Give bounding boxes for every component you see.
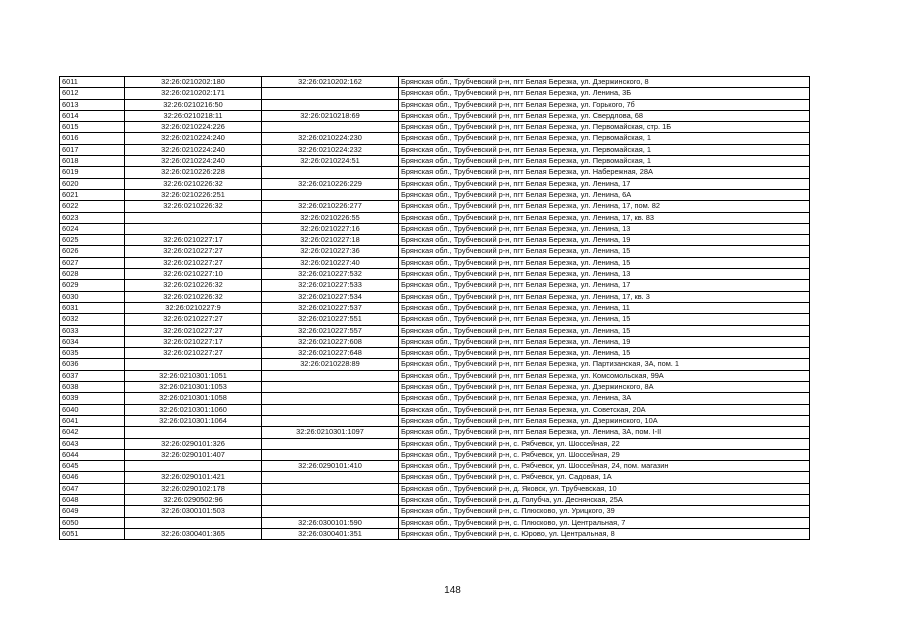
cadastral-number-cell: 32:26:0210224:240 bbox=[125, 156, 262, 167]
address-cell: Брянская обл., Трубчевский р-н, пгт Белая Березка, ул. Ленина, 3Б bbox=[399, 88, 810, 99]
row-number-cell: 6042 bbox=[60, 427, 125, 438]
table-row bbox=[60, 336, 810, 347]
address-cell: Брянская обл., Трубчевский р-н, с. Рябчевск, ул. Шоссейная, 22 bbox=[399, 438, 810, 449]
table-row bbox=[60, 77, 810, 88]
cadastral-number-cell: 32:26:0210226:32 bbox=[125, 280, 262, 291]
address-cell: Брянская обл., Трубчевский р-н, пгт Белая Березка, ул. Ленина, 19 bbox=[399, 336, 810, 347]
address-cell: Брянская обл., Трубчевский р-н, д. Голубча, ул. Деснянская, 25А bbox=[399, 494, 810, 505]
related-cadastral-number-cell: 32:26:0300401:351 bbox=[262, 528, 399, 539]
row-number-cell: 6017 bbox=[60, 144, 125, 155]
table-row bbox=[60, 472, 810, 483]
related-cadastral-number-cell: 32:26:0210228:89 bbox=[262, 359, 399, 370]
address-cell: Брянская обл., Трубчевский р-н, пгт Белая Березка, ул. Первомайская, 1 bbox=[399, 156, 810, 167]
related-cadastral-number-cell: 32:26:0300101:590 bbox=[262, 517, 399, 528]
cadastral-number-cell: 32:26:0290101:407 bbox=[125, 449, 262, 460]
table-row bbox=[60, 483, 810, 494]
related-cadastral-number-cell bbox=[262, 382, 399, 393]
cadastral-number-cell: 32:26:0290101:421 bbox=[125, 472, 262, 483]
cadastral-number-cell: 32:26:0290101:326 bbox=[125, 438, 262, 449]
address-cell: Брянская обл., Трубчевский р-н, пгт Белая Березка, ул. Дзержинского, 10А bbox=[399, 415, 810, 426]
table-row bbox=[60, 280, 810, 291]
address-cell: Брянская обл., Трубчевский р-н, пгт Белая Березка, ул. Ленина, 17, кв. 3 bbox=[399, 291, 810, 302]
related-cadastral-number-cell: 32:26:0210226:229 bbox=[262, 178, 399, 189]
related-cadastral-number-cell bbox=[262, 167, 399, 178]
cadastral-number-cell: 32:26:0210227:27 bbox=[125, 257, 262, 268]
cadastral-number-cell: 32:26:0210301:1058 bbox=[125, 393, 262, 404]
table-row bbox=[60, 201, 810, 212]
row-number-cell: 6037 bbox=[60, 370, 125, 381]
row-number-cell: 6048 bbox=[60, 494, 125, 505]
row-number-cell: 6019 bbox=[60, 167, 125, 178]
cadastral-number-cell: 32:26:0210227:27 bbox=[125, 314, 262, 325]
cadastral-number-cell: 32:26:0210226:32 bbox=[125, 201, 262, 212]
address-cell: Брянская обл., Трубчевский р-н, с. Рябчевск, ул. Садовая, 1А bbox=[399, 472, 810, 483]
cadastral-number-cell bbox=[125, 427, 262, 438]
related-cadastral-number-cell: 32:26:0210227:18 bbox=[262, 235, 399, 246]
address-cell: Брянская обл., Трубчевский р-н, пгт Белая Березка, ул. Свердлова, 68 bbox=[399, 110, 810, 121]
cadastral-number-cell: 32:26:0210226:32 bbox=[125, 178, 262, 189]
cadastral-number-cell: 32:26:0290502:96 bbox=[125, 494, 262, 505]
row-number-cell: 6040 bbox=[60, 404, 125, 415]
cadastral-number-cell: 32:26:0210218:11 bbox=[125, 110, 262, 121]
related-cadastral-number-cell bbox=[262, 449, 399, 460]
address-cell: Брянская обл., Трубчевский р-н, д. Яковск, ул. Трубчевская, 10 bbox=[399, 483, 810, 494]
related-cadastral-number-cell bbox=[262, 483, 399, 494]
related-cadastral-number-cell: 32:26:0210227:532 bbox=[262, 269, 399, 280]
row-number-cell: 6035 bbox=[60, 348, 125, 359]
table-row bbox=[60, 291, 810, 302]
address-cell: Брянская обл., Трубчевский р-н, пгт Белая Березка, ул. Первомайская, 1 bbox=[399, 133, 810, 144]
related-cadastral-number-cell: 32:26:0210224:230 bbox=[262, 133, 399, 144]
cadastral-number-cell: 32:26:0210226:251 bbox=[125, 189, 262, 200]
cadastral-number-cell: 32:26:0290102:178 bbox=[125, 483, 262, 494]
cadastral-number-cell bbox=[125, 223, 262, 234]
row-number-cell: 6024 bbox=[60, 223, 125, 234]
related-cadastral-number-cell bbox=[262, 99, 399, 110]
cadastral-number-cell bbox=[125, 212, 262, 223]
related-cadastral-number-cell: 32:26:0210227:534 bbox=[262, 291, 399, 302]
row-number-cell: 6018 bbox=[60, 156, 125, 167]
row-number-cell: 6023 bbox=[60, 212, 125, 223]
address-cell: Брянская обл., Трубчевский р-н, пгт Белая Березка, ул. Ленина, 3А, пом. I-II bbox=[399, 427, 810, 438]
related-cadastral-number-cell bbox=[262, 472, 399, 483]
row-number-cell: 6026 bbox=[60, 246, 125, 257]
address-cell: Брянская обл., Трубчевский р-н, пгт Белая Березка, ул. Ленина, 15 bbox=[399, 348, 810, 359]
table-row bbox=[60, 528, 810, 539]
cadastral-number-cell: 32:26:0210301:1051 bbox=[125, 370, 262, 381]
cadastral-number-cell: 32:26:0210216:50 bbox=[125, 99, 262, 110]
table-row bbox=[60, 122, 810, 133]
address-cell: Брянская обл., Трубчевский р-н, с. Рябчевск, ул. Шоссейная, 24, пом. магазин bbox=[399, 461, 810, 472]
row-number-cell: 6025 bbox=[60, 235, 125, 246]
address-cell: Брянская обл., Трубчевский р-н, пгт Белая Березка, ул. Ленина, 17 bbox=[399, 280, 810, 291]
cadastral-number-cell: 32:26:0210224:240 bbox=[125, 144, 262, 155]
row-number-cell: 6036 bbox=[60, 359, 125, 370]
address-cell: Брянская обл., Трубчевский р-н, с. Юрово, ул. Центральная, 8 bbox=[399, 528, 810, 539]
cadastral-number-cell: 32:26:0210202:171 bbox=[125, 88, 262, 99]
address-cell: Брянская обл., Трубчевский р-н, пгт Белая Березка, ул. Ленина, 17, пом. 82 bbox=[399, 201, 810, 212]
cadastral-number-cell: 32:26:0210227:27 bbox=[125, 348, 262, 359]
row-number-cell: 6020 bbox=[60, 178, 125, 189]
table-row bbox=[60, 449, 810, 460]
table-row bbox=[60, 494, 810, 505]
table-row bbox=[60, 325, 810, 336]
row-number-cell: 6043 bbox=[60, 438, 125, 449]
cadastral-number-cell: 32:26:0210226:228 bbox=[125, 167, 262, 178]
table-row bbox=[60, 314, 810, 325]
row-number-cell: 6038 bbox=[60, 382, 125, 393]
cadastral-number-cell: 32:26:0210301:1053 bbox=[125, 382, 262, 393]
cadastral-number-cell: 32:26:0210227:17 bbox=[125, 336, 262, 347]
address-cell: Брянская обл., Трубчевский р-н, пгт Белая Березка, ул. Комсомольская, 99А bbox=[399, 370, 810, 381]
related-cadastral-number-cell bbox=[262, 189, 399, 200]
cadastral-number-cell: 32:26:0210226:32 bbox=[125, 291, 262, 302]
row-number-cell: 6051 bbox=[60, 528, 125, 539]
related-cadastral-number-cell: 32:26:0210202:162 bbox=[262, 77, 399, 88]
row-number-cell: 6050 bbox=[60, 517, 125, 528]
row-number-cell: 6049 bbox=[60, 506, 125, 517]
table-row bbox=[60, 415, 810, 426]
row-number-cell: 6028 bbox=[60, 269, 125, 280]
table-row bbox=[60, 370, 810, 381]
address-cell: Брянская обл., Трубчевский р-н, пгт Белая Березка, ул. Ленина, 15 bbox=[399, 246, 810, 257]
table-row bbox=[60, 223, 810, 234]
table-row bbox=[60, 167, 810, 178]
table-row bbox=[60, 133, 810, 144]
table-row bbox=[60, 506, 810, 517]
table-row bbox=[60, 88, 810, 99]
address-cell: Брянская обл., Трубчевский р-н, пгт Белая Березка, ул. Дзержинского, 8А bbox=[399, 382, 810, 393]
address-cell: Брянская обл., Трубчевский р-н, с. Рябчевск, ул. Шоссейная, 29 bbox=[399, 449, 810, 460]
related-cadastral-number-cell bbox=[262, 415, 399, 426]
cadastral-number-cell: 32:26:0300401:365 bbox=[125, 528, 262, 539]
table-row bbox=[60, 257, 810, 268]
cadastral-number-cell: 32:26:0210227:9 bbox=[125, 302, 262, 313]
registry-table bbox=[59, 76, 810, 540]
address-cell: Брянская обл., Трубчевский р-н, пгт Белая Березка, ул. Горького, 7б bbox=[399, 99, 810, 110]
table-row bbox=[60, 348, 810, 359]
related-cadastral-number-cell: 32:26:0210227:551 bbox=[262, 314, 399, 325]
address-cell: Брянская обл., Трубчевский р-н, с. Плюсково, ул. Урицкого, 39 bbox=[399, 506, 810, 517]
related-cadastral-number-cell: 32:26:0210227:533 bbox=[262, 280, 399, 291]
address-cell: Брянская обл., Трубчевский р-н, пгт Белая Березка, ул. Ленина, 3А bbox=[399, 393, 810, 404]
related-cadastral-number-cell: 32:26:0210226:277 bbox=[262, 201, 399, 212]
address-cell: Брянская обл., Трубчевский р-н, пгт Белая Березка, ул. Первомайская, стр. 1Б bbox=[399, 122, 810, 133]
address-cell: Брянская обл., Трубчевский р-н, пгт Белая Березка, ул. Ленина, 15 bbox=[399, 257, 810, 268]
related-cadastral-number-cell bbox=[262, 438, 399, 449]
related-cadastral-number-cell bbox=[262, 404, 399, 415]
related-cadastral-number-cell: 32:26:0210224:232 bbox=[262, 144, 399, 155]
table-row bbox=[60, 393, 810, 404]
table-row bbox=[60, 382, 810, 393]
address-cell: Брянская обл., Трубчевский р-н, пгт Белая Березка, ул. Ленина, 13 bbox=[399, 223, 810, 234]
table-row bbox=[60, 427, 810, 438]
related-cadastral-number-cell: 32:26:0290101:410 bbox=[262, 461, 399, 472]
related-cadastral-number-cell: 32:26:0210227:557 bbox=[262, 325, 399, 336]
address-cell: Брянская обл., Трубчевский р-н, пгт Белая Березка, ул. Дзержинского, 8 bbox=[399, 77, 810, 88]
address-cell: Брянская обл., Трубчевский р-н, пгт Белая Березка, ул. Ленина, 15 bbox=[399, 314, 810, 325]
related-cadastral-number-cell: 32:26:0210227:648 bbox=[262, 348, 399, 359]
table-row bbox=[60, 302, 810, 313]
row-number-cell: 6011 bbox=[60, 77, 125, 88]
row-number-cell: 6044 bbox=[60, 449, 125, 460]
cadastral-number-cell: 32:26:0210224:226 bbox=[125, 122, 262, 133]
registry-table-body bbox=[60, 77, 810, 540]
table-row bbox=[60, 144, 810, 155]
row-number-cell: 6016 bbox=[60, 133, 125, 144]
related-cadastral-number-cell: 32:26:0210227:36 bbox=[262, 246, 399, 257]
address-cell: Брянская обл., Трубчевский р-н, с. Плюсково, ул. Центральная, 7 bbox=[399, 517, 810, 528]
row-number-cell: 6014 bbox=[60, 110, 125, 121]
table-row bbox=[60, 212, 810, 223]
cadastral-number-cell: 32:26:0210227:10 bbox=[125, 269, 262, 280]
address-cell: Брянская обл., Трубчевский р-н, пгт Белая Березка, ул. Советская, 20А bbox=[399, 404, 810, 415]
row-number-cell: 6047 bbox=[60, 483, 125, 494]
related-cadastral-number-cell bbox=[262, 122, 399, 133]
table-row bbox=[60, 235, 810, 246]
cadastral-number-cell bbox=[125, 359, 262, 370]
row-number-cell: 6031 bbox=[60, 302, 125, 313]
address-cell: Брянская обл., Трубчевский р-н, пгт Белая Березка, ул. Ленина, 11 bbox=[399, 302, 810, 313]
related-cadastral-number-cell: 32:26:0210227:40 bbox=[262, 257, 399, 268]
table-row bbox=[60, 517, 810, 528]
related-cadastral-number-cell bbox=[262, 494, 399, 505]
row-number-cell: 6015 bbox=[60, 122, 125, 133]
cadastral-number-cell bbox=[125, 461, 262, 472]
cadastral-number-cell: 32:26:0210301:1060 bbox=[125, 404, 262, 415]
row-number-cell: 6041 bbox=[60, 415, 125, 426]
row-number-cell: 6027 bbox=[60, 257, 125, 268]
related-cadastral-number-cell: 32:26:0210224:51 bbox=[262, 156, 399, 167]
table-row bbox=[60, 189, 810, 200]
cadastral-number-cell: 32:26:0210301:1064 bbox=[125, 415, 262, 426]
table-row bbox=[60, 461, 810, 472]
address-cell: Брянская обл., Трубчевский р-н, пгт Белая Березка, ул. Ленина, 13 bbox=[399, 269, 810, 280]
row-number-cell: 6039 bbox=[60, 393, 125, 404]
related-cadastral-number-cell: 32:26:0210218:69 bbox=[262, 110, 399, 121]
table-row bbox=[60, 178, 810, 189]
table-row bbox=[60, 404, 810, 415]
table-row bbox=[60, 438, 810, 449]
row-number-cell: 6045 bbox=[60, 461, 125, 472]
table-row bbox=[60, 269, 810, 280]
related-cadastral-number-cell bbox=[262, 88, 399, 99]
table-row bbox=[60, 359, 810, 370]
table-row bbox=[60, 156, 810, 167]
table-row bbox=[60, 99, 810, 110]
address-cell: Брянская обл., Трубчевский р-н, пгт Белая Березка, ул. Ленина, 17, кв. 83 bbox=[399, 212, 810, 223]
row-number-cell: 6029 bbox=[60, 280, 125, 291]
related-cadastral-number-cell: 32:26:0210226:55 bbox=[262, 212, 399, 223]
row-number-cell: 6033 bbox=[60, 325, 125, 336]
page-number: 148 bbox=[444, 585, 461, 596]
row-number-cell: 6021 bbox=[60, 189, 125, 200]
table-row bbox=[60, 246, 810, 257]
related-cadastral-number-cell bbox=[262, 393, 399, 404]
cadastral-number-cell: 32:26:0210227:17 bbox=[125, 235, 262, 246]
row-number-cell: 6032 bbox=[60, 314, 125, 325]
address-cell: Брянская обл., Трубчевский р-н, пгт Белая Березка, ул. Ленина, 19 bbox=[399, 235, 810, 246]
row-number-cell: 6046 bbox=[60, 472, 125, 483]
related-cadastral-number-cell bbox=[262, 506, 399, 517]
cadastral-number-cell bbox=[125, 517, 262, 528]
row-number-cell: 6034 bbox=[60, 336, 125, 347]
table-row bbox=[60, 110, 810, 121]
row-number-cell: 6022 bbox=[60, 201, 125, 212]
row-number-cell: 6013 bbox=[60, 99, 125, 110]
address-cell: Брянская обл., Трубчевский р-н, пгт Белая Березка, ул. Ленина, 15 bbox=[399, 325, 810, 336]
row-number-cell: 6030 bbox=[60, 291, 125, 302]
row-number-cell: 6012 bbox=[60, 88, 125, 99]
cadastral-number-cell: 32:26:0210227:27 bbox=[125, 246, 262, 257]
cadastral-number-cell: 32:26:0210224:240 bbox=[125, 133, 262, 144]
related-cadastral-number-cell bbox=[262, 370, 399, 381]
cadastral-number-cell: 32:26:0300101:503 bbox=[125, 506, 262, 517]
related-cadastral-number-cell: 32:26:0210227:16 bbox=[262, 223, 399, 234]
related-cadastral-number-cell: 32:26:0210227:537 bbox=[262, 302, 399, 313]
address-cell: Брянская обл., Трубчевский р-н, пгт Белая Березка, ул. Первомайская, 1 bbox=[399, 144, 810, 155]
cadastral-number-cell: 32:26:0210227:27 bbox=[125, 325, 262, 336]
address-cell: Брянская обл., Трубчевский р-н, пгт Белая Березка, ул. Ленина, 17 bbox=[399, 178, 810, 189]
related-cadastral-number-cell: 32:26:0210301:1097 bbox=[262, 427, 399, 438]
cadastral-number-cell: 32:26:0210202:180 bbox=[125, 77, 262, 88]
address-cell: Брянская обл., Трубчевский р-н, пгт Белая Березка, ул. Набережная, 28А bbox=[399, 167, 810, 178]
related-cadastral-number-cell: 32:26:0210227:608 bbox=[262, 336, 399, 347]
address-cell: Брянская обл., Трубчевский р-н, пгт Белая Березка, ул. Ленина, 6А bbox=[399, 189, 810, 200]
address-cell: Брянская обл., Трубчевский р-н, пгт Белая Березка, ул. Партизанская, 3А, пом. 1 bbox=[399, 359, 810, 370]
